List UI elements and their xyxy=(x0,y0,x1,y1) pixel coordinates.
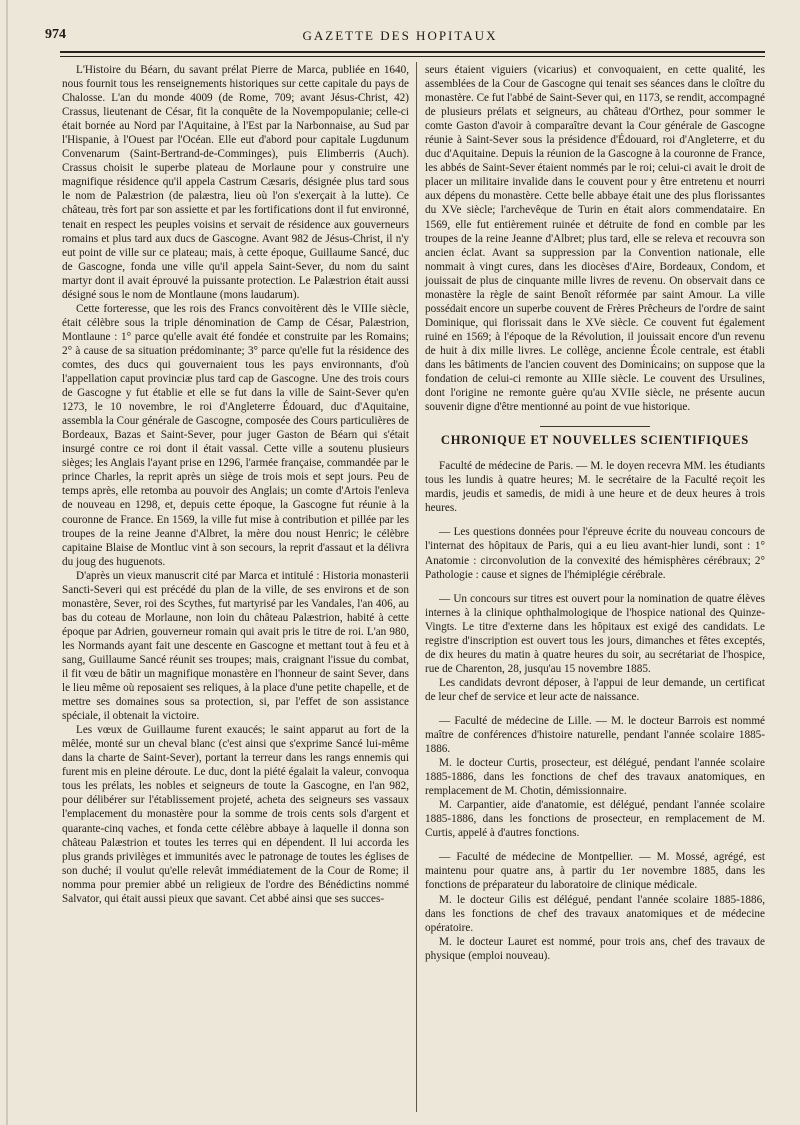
news-item: — Faculté de médecine de Lille. — M. le docteur Barrois est nommé maître de conférences d'histoire naturelle, pendant l'année scolaire 1885-1886. xyxy=(425,714,765,756)
news-item: Les candidats devront déposer, à l'appui de leur demande, un certificat de leur chef de service et leur acte de naissance. xyxy=(425,676,765,703)
news-item: M. le docteur Gilis est délégué, pendant l'année scolaire 1885-1886, dans les fonctions de chef des travaux anatomiques et de médecine opératoire. xyxy=(425,893,765,934)
news-item: M. le docteur Lauret est nommé, pour trois ans, chef des travaux de physique (emploi nouveau). xyxy=(425,935,765,962)
news-item: M. Carpantier, aide d'anatomie, est délégué, pendant l'année scolaire 1885-1886, dans les fonctions de prosecteur, en remplacement de M. Curtis, appelé à d'autres fonctions. xyxy=(425,799,765,840)
paragraph: L'Histoire du Béarn, du savant prélat Pierre de Marca, publiée en 1640, nous fournit tous les renseignements historiques sur cette capitale du pays de Chalosse. L'an du monde 4009 (de Rome, 709; avant Jésus-Christ, 42) Crassus, lieutenant de César, fit la conquête de la Novempopulanie; celle-ci était bornée au Nord par l'Aquitaine, à l'Est par la Narbonnaise, au Sud par l'Hispanie, à l'Ouest par l'Océan. Elle eut d'abord pour capitale Lugdunum Convenarum (Saint-Bertrand-de-Comminges), puis Elimberris (Auch). Crassus choisit le superbe plateau de Morlaune pour y construire une magnifique résidence qu'il appela Castrum Cæsaris, désignée plus tard sous le nom de Palæstrion (de palæstra, lieu où l'on s'exerçait à la lutte). Ce château, très fort par son assiette et par les fortifications dont il fut environné, tenait en respect les peuples voisins et servait de résidence aux gouverneurs romains et plus tard aux ducs de Gascogne. Avant 982 de Jésus-Christ, il n'y eut point de ville sur ce plateau; mais, à cette époque, Guillaume Sancé, duc de Gascogne, fonda une ville qu'il appela Saint-Sever, du nom du saint martyr dont il avait éprouvé la puissante protection. Le Palæstrion était aussi désigné sous le nom de Montlaune (mons laudarum). xyxy=(62,64,410,301)
left-column xyxy=(62,63,409,906)
news-item: — Un concours sur titres est ouvert pour la nomination de quatre élèves internes à la clinique ophthalmologique de l'hospice national des Quinze-Vingts. Le titre d'externe dans les hôpitaux est exigé des candidats. Le registre d'inscription est ouvert tous les jours, dimanches et fêtes exceptés, de dix heures du matin à quatre heures du soir, au secrétariat de l'hospice, rue de Charenton, 28, jusqu'au 15 novembre 1885. xyxy=(425,592,765,675)
paragraph: seurs étaient viguiers (vicarius) et convoquaient, en cette qualité, les assemblées de la Cour de Gascogne qui tenait ses séances dans le cloître du monastère. Ce fut l'abbé de Saint-Sever qui, en 1173, se rendit, accompagné de plusieurs prélats et seigneurs, au château d'Orthez, pour sommer le comte Gaston d'avoir à comparaître devant la Cour générale de Gascogne réunie à Saint-Sever sous la présidence d'Édouard, roi d'Angleterre, et du duc d'Aquitaine. Depuis la réunion de la Gascogne à la couronne de France, les abbés de Saint-Sever étaient nommés par le roi; celui-ci avait le droit de placer un militaire invalide dans le couvent pour y être entretenu et nourri aux dépens du monastère. Cette belle abbaye était une des plus florissantes du XVe siècle; l'archevêque de Turin en était alors commendataire. En 1569, elle fut entièrement ruinée et détruite de fond en comble par les troupes de la reine Jeanne d'Albret; plus tard, elle se releva et recouvra son ancien éclat. Avant sa suppression par la Convention nationale, elle nommait à vingt cures, dans les diocèses d'Aire, Bordeaux, Condom, et jouissait de plus de cinquante mille livres de revenu. On observait dans ce monastère la règle de saint Benoît réformée par saint Amour. La ville possédait encore un superbe couvent de Frères Prêcheurs de l'ordre de saint Dominique, qui florissait dans le XVe siècle. Ce couvent fut également ruiné en 1569; à l'époque de la Révolution, il jouissait encore d'un revenu de huit à dix mille livres. Le collège, ancienne École centrale, est établi dans les bâtiments de l'ancien couvent des Dominicains; on suppose que la fondation de celui-ci remonte au XIIIe siècle. Le couvent des Ursulines, dont l'origine ne remonte guère qu'au XVIIe siècle, ne présente aucun souvenir digne d'être mentionné au point de vue historique. xyxy=(425,64,765,414)
paragraph: Cette forteresse, que les rois des Francs convoitèrent dès le VIIIe siècle, était célèbre sous la triple dénomination de Camp de César, Palæstrion, Montlaune : 1° parce qu'elle avait été fondée et construite par les Romains; 2° à cause de sa situation prédominante; 3° parce qu'elle fut la résidence des comtes, des ducs qui gouvernaient tous les pays environnants, d'où l'appellation caput provinciæ plus tard cap de Gascogne. Une des trois cours de Gascogne y fut établie et elle se fut dans la ville de Saint-Sever qu'en 1273, le 10 novembre, le roi d'Angleterre Édouard, duc d'Aquitaine, assembla la Cour générale de Gascogne, composée des Cours particulières de Bordeaux, Bazas et Saint-Sever, pour juger Gaston de Béarn qui s'était insurgé contre ce roi dont il était vassal. Cette ville a soutenu plusieurs sièges; les Anglais l'ayant prise en 1296, l'armée française, commandée par le prince Charles, la reprit après un siège de trois mois et sept jours. Peu de temps après, elle retomba au pouvoir des Anglais; un comte d'Artois l'enleva de nouveau en 1298, et, depuis cette époque, la Gascogne fut réunie à la couronne de France. En 1569, la ville fut mise à contribution et pillée par les troupes de la reine Jeanne d'Albret, la mère dou noust Henric; le célèbre capitaine Blaise de Montluc vint à son secours, la reprit d'assaut et la délivra du joug des huguenots. xyxy=(62,302,409,568)
section-title: CHRONIQUE ET NOUVELLES SCIENTIFIQUES xyxy=(440,433,750,448)
header-rule-thick xyxy=(60,51,765,53)
news-item: Faculté de médecine de Paris. — M. le doyen recevra MM. les étudiants tous les lundis à quatre heures; M. le secrétaire de la Faculté reçoit les mardis, jeudis et samedis, de midi à une heure et de deux heures à trois heures. xyxy=(425,460,765,515)
news-item: — Les questions données pour l'épreuve écrite du nouveau concours de l'internat des hôpitaux de Paris, qui a eu lieu avant-hier lundi, sont : 1° Anatomie : circonvolution de la convexité des hémisphères cérébraux; 2° Pathologie : cause et signes de l'hémiplégie cérébrale. xyxy=(425,526,765,581)
paragraph: D'après un vieux manuscrit cité par Marca et intitulé : Historia monasterii Sancti-Severi qui est précédé du plan de la ville, de ses environs et de son monastère, Sever, roi des Scythes, fut martyrisé par les Vandales, l'an 406, au bas du coteau de Morlaune, non loin du château Palæstrion, habité à cette époque par Adrien, gouverneur romain qui avait pris le titre de roi. L'an 980, les Normands ayant fait une descente en Gascogne et mettant tout à feu et à sang, Guillaume Sancé réunit ses troupes; mais, craignant l'issue du combat, il fit vœu de bâtir un magnifique monastère en l'honneur de saint Sever, dans le lieu même où reposaient ses reliques, à la place d'une petite chapelle, et de mettre ses domaines sous sa protection, si, par l'effet de son assistance spéciale, il obtenait la victoire. xyxy=(62,569,409,723)
news-item: — Faculté de médecine de Montpellier. — M. Mossé, agrégé, est maintenu pour quatre ans, à partir du 1er novembre 1885, dans les fonctions de préparateur du laboratoire de clinique médicale. xyxy=(425,851,765,892)
paragraph: Les vœux de Guillaume furent exaucés; le saint apparut au fort de la mêlée, monté sur un cheval blanc (c'est ainsi que s'exprime Sancé lui-même dans la charte de Saint-Sever), portant la terreur dans les rangs ennemis qui furent mis en pleine déroute. Le duc, dont la piété égalait la valeur, convoqua tous les prélats, les nobles et seigneurs de toute la Gascogne, en l'an 982, pour délibérer sur l'établissement projeté, acheta des seigneurs ses vassaux l'emplacement du monastère pour la somme de trois cents sols d'argent et quarante-cinq vaches, et fonda cette célèbre abbaye à laquelle il donna son château Palæstrion et toutes les terres qui en dépendent. Il lui accorda les plus grands privilèges et immunités avec le patronage de toutes les églises de son duché; il voulut qu'elle relevât immédiatement de la Cour de Rome; il nomma pour premier abbé un religieux de l'ordre des Bénédictins nommé Salvator, qui était aussi pieux que savant. Cet abbé ainsi que ses succes- xyxy=(62,724,409,905)
page-number: 974 xyxy=(45,27,66,42)
header-rule-thin xyxy=(60,56,765,57)
page-edge-shadow xyxy=(6,0,8,1125)
right-column xyxy=(425,63,765,963)
section-rule xyxy=(540,426,650,427)
running-title: GAZETTE DES HOPITAUX xyxy=(302,28,498,43)
news-item: M. le docteur Curtis, prosecteur, est délégué, pendant l'année scolaire 1885-1886, dans les fonctions de chef des travaux anatomiques, en remplacement de M. Chotin, démissionnaire. xyxy=(425,757,765,798)
column-divider xyxy=(416,62,417,1112)
